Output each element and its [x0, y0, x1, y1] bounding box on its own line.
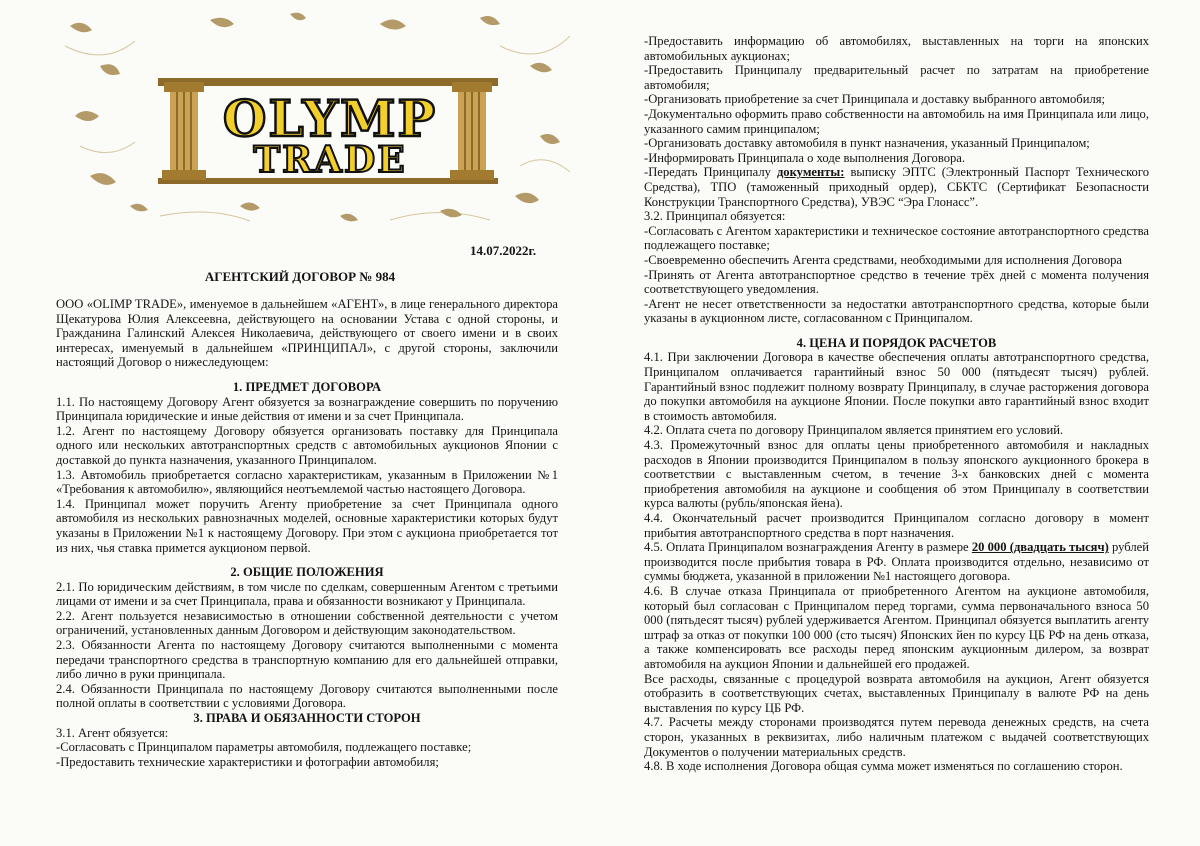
clause-4-7: 4.7. Расчеты между сторонами производятся путем перевода денежных средств, на счета сторон, указанных в реквизитах, либо наличным платежом с выдачей соответствующих Документов о получении материальных средств.	[644, 715, 1149, 759]
document-date: 14.07.2022г.	[470, 243, 537, 258]
agent-duty-2: -Предоставить технические характеристики и фотографии автомобиля;	[56, 754, 439, 769]
fee-amount-underlined: 20 000 (двадцать тысяч)	[971, 540, 1109, 555]
clause-4-3: 4.3. Промежуточный взнос для оплаты цены приобретенного автомобиля и накладных расходов в Японии производится Принципалом в пользу японского аукционного брокера в соответствии с выставленным счетом, в течение 3-х банковских дней с момента приобретения автомобиля на аукционе и сообщения об этом Принципалу в соответствии курса валюты (рубль/японская йена).	[644, 438, 1149, 511]
return-expenses-paragraph: Все расходы, связанные с процедурой возврата автомобиля на аукцион, Агент обязуется отобразить в соответствующих счетах, выставленных Принципалу в валюте РФ на день выставления по курсу ЦБ РФ.	[644, 671, 1149, 715]
logo-word-olymp: OLYMP	[222, 89, 438, 148]
right-column-graphic	[450, 82, 494, 180]
clause-4-1: 4.1. При заключении Договора в качестве обеспечения оплаты автотранспортного средства, Принципалом оплачивается гарантийный взнос 50 000 (пятьдесят тысяч) рублей. Гарантийный взнос подлежит полному возврату Принципалу, в случае расторжения договора до покупки автомобиля на аукционе Японии. После покупки авто гарантийный взнос входит в стоимость автомобиля.	[644, 350, 1149, 423]
clause-4-6: 4.6. В случае отказа Принципала от приобретенного Агентом на аукционе автомобиля, который был согласован с Принципалом перед торгами, сумма первоначального взноса 50 000 (пятьдесят тысяч) рублей удерживается Агентом. Принципал обязуется выплатить агенту штраф за отказ от покупки 100 000 (сто тысяч) Японских йен по курсу ЦБ РФ на день отказа, а также компенсировать все расходы перед японским аукционным дилером, за возврат автомобиля на аукцион Японии и дальнейшей его продажей.	[644, 583, 1149, 671]
clause-4-5-rest: рублей производится после прибытия товара в РФ. Оплата производится отдельно, независимо от суммы бюджета, указанной в приложении №1 настоящего договора.	[644, 540, 1149, 584]
section-1-heading: 1. ПРЕДМЕТ ДОГОВОРА	[232, 379, 382, 394]
clause-2-2: 2.2. Агент пользуется независимостью в отношении собственной деятельности с учетом ограничений, установленных данным Договором и действующим законодательством.	[56, 608, 558, 638]
documents-underlined: документы:	[776, 165, 845, 180]
agent-duty-4: -Предоставить Принципалу предварительный расчет по затратам на приобретение автомобиля;	[644, 63, 1149, 92]
principal-duty-2: -Своевременно обеспечить Агента средствами, необходимыми для исполнения Договора	[644, 252, 1123, 267]
agent-duty-9	[644, 165, 1149, 209]
left-column-graphic	[162, 82, 206, 180]
right-page	[600, 0, 1200, 846]
document-title: АГЕНТСКИЙ ДОГОВОР № 984	[204, 269, 396, 284]
clause-4-5	[644, 540, 1149, 584]
intro-paragraph: ООО «OLIMP TRADE», именуемое в дальнейшем «АГЕНТ», в лице генерального директора Щекатурова Юлия Алексеевна, действующего на основании Устава с одной стороны, и Гражданина Галинский Алексея Николаевича, действующего от своего имени и в своих интересах, именуемый в дальнейшем «ПРИНЦИПАЛ», с другой стороны, заключили настоящий Договор о нижеследующем:	[56, 297, 558, 370]
agent-duty-3: -Предоставить информацию об автомобилях, выставленных на торги на японских автомобильных аукционах;	[644, 34, 1149, 63]
right-column-text	[644, 34, 1149, 774]
section-3-heading: 3. ПРАВА И ОБЯЗАННОСТИ СТОРОН	[193, 711, 421, 726]
principal-duty-4: -Агент не несет ответственности за недостатки автотранспортного средства, которые были указаны в аукционном листе, согласованном с Принципалом.	[644, 296, 1149, 326]
clause-4-8: 4.8. В ходе исполнения Договора общая сумма может изменяться по соглашению сторон.	[644, 759, 1123, 774]
agent-duty-1: -Согласовать с Принципалом параметры автомобиля, подлежащего поставке;	[56, 740, 472, 755]
clause-1-3: 1.3. Автомобиль приобретается согласно характеристикам, указанным в Приложении №1 «Требования к автомобилю», являющийся неотъемлемой частью настоящего Договора.	[56, 467, 558, 497]
agent-duty-5: -Организовать приобретение за счет Принципала и доставку выбранного автомобиля;	[644, 92, 1106, 107]
clause-4-2: 4.2. Оплата счета по договору Принципалом является принятием его условий.	[644, 423, 1064, 438]
agent-duty-8: -Информировать Принципала о ходе выполнения Договора.	[644, 150, 966, 165]
clause-2-4: 2.4. Обязанности Принципала по настоящему Договору считаются выполненными после полной оплаты в соответствии с условиями Договора.	[56, 681, 558, 711]
clause-3-1: 3.1. Агент обязуется:	[56, 725, 169, 740]
clause-1-2: 1.2. Агент по настоящему Договору обязуется организовать поставку для Принципала одного или нескольких автотранспортных средств с автомобильных аукционов Японии с доставкой до пункта назначения, указанного Принципалом.	[56, 423, 558, 467]
clause-1-4: 1.4. Принципал может поручить Агенту приобретение за счет Принципала одного автомобиля из нескольких равнозначных моделей, основные характеристики которых будут указаны в Приложении №1 к настоящему Договору. При этом с аукциона приобретается тот из них, чья ставка примется аукционом первой.	[56, 496, 558, 555]
principal-duty-1: -Согласовать с Агентом характеристики и техническое состояние автотранспортного средства подлежащего поставке;	[644, 223, 1149, 253]
section-2-heading: 2. ОБЩИЕ ПОЛОЖЕНИЯ	[230, 565, 384, 580]
logo-word-trade: TRADE	[253, 139, 407, 181]
agent-duty-9-rest: выписку ЭПТС (Электронный Паспорт Технического Средства), ТПО (таможенный приходный ордер), СБКТС (Сертификат Безопасности Конструкции Транспортного Средства), УВЭС “Эра Глонасс”.	[644, 165, 1149, 209]
agent-duty-7: -Организовать доставку автомобиля в пункт назначения, указанный Принципалом;	[644, 136, 1090, 151]
clause-3-2: 3.2. Принципал обязуется:	[644, 209, 786, 224]
clause-2-3: 2.3. Обязанности Агента по настоящему Договору считаются выполненными с момента передачи транспортного средства в транспортную компанию для его дальнейшей отправки, либо лично в руки принципала.	[56, 638, 558, 682]
left-column-text	[56, 297, 558, 769]
clause-4-5-start: 4.5. Оплата Принципалом вознаграждения Агенту в размере	[644, 540, 972, 555]
agent-duty-6: -Документально оформить право собственности на автомобиль на имя Принципала или лицо, указанного самим принципалом;	[644, 106, 1149, 136]
section-4-heading: 4. ЦЕНА И ПОРЯДОК РАСЧЕТОВ	[796, 335, 997, 350]
clause-2-1: 2.1. По юридическим действиям, в том числе по сделкам, совершенным Агентом с третьими лицами от имени и за счет Принципала, права и обязанности возникают у Принципала.	[56, 579, 558, 609]
olymp-trade-logo	[60, 6, 580, 230]
clause-1-1: 1.1. По настоящему Договору Агент обязуется за вознаграждение совершить по поручению Принципала юридические и иные действия от имени и за счет Принципала.	[56, 394, 558, 424]
principal-duty-3: -Принять от Агента автотранспортное средство в течение трёх дней с момента получения соответствующего уведомления.	[644, 267, 1149, 297]
clause-4-4: 4.4. Окончательный расчет производится Принципалом согласно договору в момент прибытия автотранспортного средства в порт назначения.	[644, 511, 1149, 540]
agent-duty-9-start: -Передать Принципалу	[644, 165, 777, 180]
